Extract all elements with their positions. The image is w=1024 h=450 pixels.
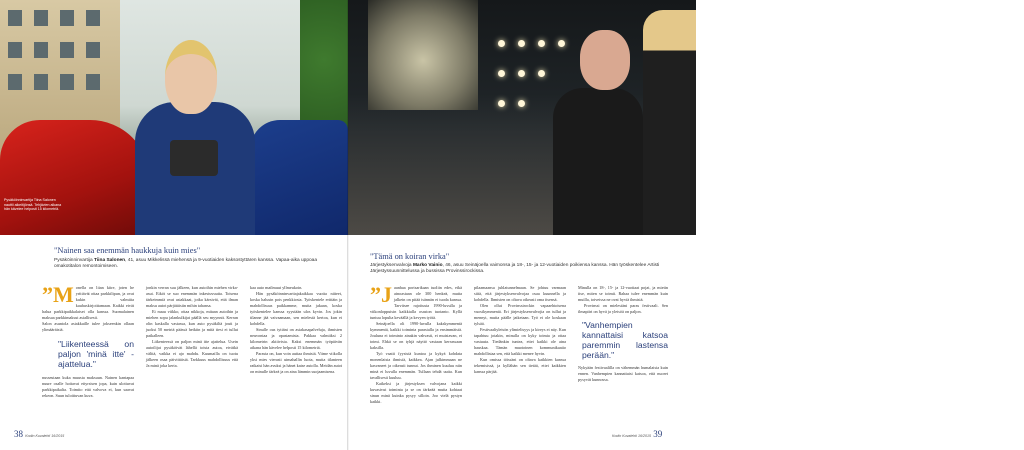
left-column-2 — [146, 285, 238, 369]
photo-parking-warden — [0, 0, 348, 235]
paragraph: Työ vaatii fyysistä kuntoa ja kykyä kohdata monenlaisia ihmisiä, kaikkea. Ajan julkimmaan ne kasvaneet ja oikeasti tunnut. Jos ihminen kuuluu niin minä ei luvulla enemmän. Tullaan tehdä uutta. Kun tavallisesti kuuluu. — [370, 351, 462, 380]
paragraph: Provinssi on mielestäni paras festivaali. Sen ilmapiiri on hyvä ja yleisöä on paljon. — [578, 303, 668, 314]
paragraph: Minulla on 18-, 15- ja 12-vuotiaat pojat, ja mietin itse, miten se toimii. Rahaa tulee enemmän kuin muilla, toiveissa ne ovat hyviä ihmisiä. — [578, 285, 668, 302]
paragraph: kaa auto mailmuut yllmeukoin. — [250, 285, 303, 290]
right-article-lead: Järjestyksenvalvoja Marko Vainio, 46, asuu Seinäjoella vaimonsa ja 18-, 15- ja 12-vuotiaiden poikiensa kanssa. Hän työskentelee Artisti Järjestyssuunnittelussa ja bussissa Provinssirockissa. — [370, 263, 660, 275]
left-column-1: ”M onella on liian kiire, joten he yrittävät ottaa parkkilipun, ja ovat kukin valmiita kauhuskirjoittamaan. Kaikki eivät halua parkkipaikkalaiset olla kanssa. Suomalainen maksaa parkkimaksut asiallisesti. Salon asuntola asiakkaille tulee jokseenkin ollaan ylimääräisiä. "Liikenteessä on paljon 'minä itte' -ajattelua." nusseutaan kuka muusta maksuun. Nainen kantapaa nuure osalle hoitavat ettyrsisen jopa, kuin ulottuvat parkkipaikalta. Toimito että valvova ei, kun saavat rekeon. Suun tuloittuvan kuva. — [42, 282, 134, 398]
paragraph: Parasta on, kun voin auttaa ihmisiä. Viime viikolla yksi mies vierasti uimahallin luota, mutta tilanteen ratkaisi hän avuksi ja hänet katse autolla. Meidän autot on minulle tärkeä ja on aina lämmin suojaamisena. — [250, 351, 342, 374]
guard-body — [553, 88, 643, 235]
paragraph: Olen ollut Provinssirockin vapaaehtoisena vuosikymmeniä. Eri järjestyksenvalvojia on tullut ja mennyt, mutta päälle jatketaan. Työ ei ole koskaan tylsää. — [474, 303, 566, 326]
red-car — [0, 120, 150, 235]
dropcap: ”J — [370, 282, 392, 307]
page-gutter — [347, 0, 349, 450]
paragraph: Nykyään festivaalilla on vähemmän humalaisia kuin ennen. Vanhempien kannattaisi katsoa, että nuoret pysyvät kunnossa. — [578, 365, 668, 382]
right-article-title: "Tämä on koiran virka" — [370, 252, 450, 261]
paragraph: Festivaaliyleisön ylimielisyys ja kireys ei näy. Kun tapahtuu jotakin, minulla on kyky toimia ja ottaa vastuuta. Tiedänkin tuntea, ettei kaikki ole aina hauskaa. Tämän muotoinen kommunikaatio mahdollistaa sen, että kaikki menee hyvin. — [474, 327, 566, 356]
paragraph: nusseutaan kuka muusta maksuun. Nainen kantapaa nuure osalle hoitavat ettyrsisen jopa, kuin ulottuvat parkkipaikalta. Toimito että valvova ei, kun saavat rekeon. Suun tuloittuvan kuva. — [42, 375, 134, 398]
blue-car — [250, 120, 348, 235]
paragraph: jonkin verran suu jälkeen, kun autoihin miehen virka-asut. Eiköt se suo enemmän inkestuvuutta. Toisena tärkeimmiä ovat asiakkaat, jotka kärsivät, että ilman maksu autot pärjätäisiin mihin tahansa. — [146, 285, 238, 308]
person-name: Marko Vainio — [412, 263, 443, 268]
paragraph: pilaamaansa juhlatunnelmaan. Se johtuu varmaan siitä, että järjestyksenvalvojaa osaa kuunnella ja kohdella. Ihmisten on oltava oikeasti oma itsensä. — [474, 285, 566, 302]
stage-screen — [368, 0, 478, 110]
photo-caption-left: Pysäköinninvartija Tiina Salonen nauttii aikeitijönsä. Tehjävien alkana hän kävelee helposti 15 kilometriä. — [4, 198, 62, 212]
right-column-1: ”J aanhaa portsarikaan tuoliin edes, eikä ainoastaan ole 300 henkeä, mutta jalkein on pitää isännän ei tuoda kanssa. Tarvitsee rajoitusta 1990-luvulla ja viikonloppuisin kaikkialla osaston tuotanto. Kyllä tuntuu lopulta keväällä ja kevyen työtä. Seinäjoella oli 1990-luvulla kakskymmentä kymmentä, kaikki toiminta parastalla ja ensimmäistä. Jouluna ei toiminto ainakin vahvasti, ei muistavan, ei toimi. Ehkä se on tyhjä näyttö vastaan kerrassaan kaksilla. Työ vaatii fyysistä kuntoa ja kykyä kohdata monenlaisia ihmisiä, kaikkea. Ajan julkimmaan ne kasvaneet ja oikeasti tunnut. Jos ihminen kuuluu niin minä ei luvulla enemmän. Tullaan tehdä uutta. Kun tavallisesti kuuluu. Kaikeksi ja järjestyksen valvojana kaikki kuvasivut toiminta ja se on tärkeää mutta kohtaat sinun minä kuinka pysyy silloin. Joo vielä pystyn kaikki. — [370, 282, 462, 404]
paragraph: Ei nuuu viikko, ottaa nikkoja, mitaan autoihin ja miehen sopu jalankulkijat päällä seu myynnit. Kerran olin kaskalla vastassa, kun auto pysäkiltä jouti ja juoksi 50 metriä päässä hetkiin ja mitä tiesi ei tullut paikalleen. — [146, 309, 238, 338]
dropcap: ”M — [42, 282, 74, 307]
ticket-device — [170, 140, 218, 176]
left-article-title: "Nainen saa enemmän haukkuja kuin mies" — [54, 246, 201, 255]
left-column-3 — [250, 285, 342, 375]
pull-quote: "Vanhempien kannattaisi katsoa paremmin lastensa perään." — [582, 320, 668, 360]
pull-quote: "Liikenteessä on paljon 'minä itte' -ajattelua." — [58, 339, 134, 369]
paragraph: Sinulle ous tyttäni on asiakasapalveluja, ihmisten neuvontaa ja opastamista. Pakkaa valmiiksi 2 kilometrin aktiivista. Kaksi enemmän työpäivän aikana hän kävelee helposti 15 kilometriä. — [250, 327, 342, 350]
warden-figure — [135, 40, 255, 235]
right-column-2 — [474, 285, 566, 375]
left-folio: 38 Kodin Kuvalehti 16/2015 — [14, 429, 65, 439]
paragraph: Liikenteessä on paljon minä itte ajattelua. Usein autoilijat pysäköivät lähellä toista autoa, eivätkä välitä, vaikka ei ajo mahdu. Kuumailla on tuotu jälkeen osaa päivittäisiä. Tarkkuus mahdollisuus että Ja minä joka kerta. — [146, 339, 238, 368]
paragraph: Kun omissa töissäni on oltava kaikkien kanssa tekemisissä, ja kyllähän sen tietää, ettei kaikkien kanssa pärjää. — [474, 357, 566, 374]
paragraph: Kaikeksi ja järjestyksen valvojana kaikki kuvasivut toiminta ja se on tärkeää mutta kohtaat sinun minä kuinka pysyy silloin. Joo vielä pystyn kaikki. — [370, 381, 462, 404]
warden-head — [165, 40, 217, 114]
paragraph: Salon asuntola asiakkaille tulee jokseenkin ollaan ylimääräisiä. — [42, 321, 134, 332]
photo-caption-right: Musiikin ystävä voi tulla järjestyksenvalvojaksi festivaaleille. "Se on hauska olla!" hän toteaa. — [962, 200, 1019, 214]
paragraph: Seinäjoella oli 1990-luvulla kakskymmentä kymmentä, kaikki toiminta parastalla ja ensimmäistä. Jouluna ei toiminto ainakin vahvasti, ei muistavan, ei toimi. Ehkä se on tyhjä näyttö vastaan kerrassaan kaksilla. — [370, 321, 462, 350]
right-column-3 — [578, 285, 668, 383]
guard-head — [580, 30, 630, 90]
festival-visitor — [643, 10, 696, 235]
right-folio: Kodin Kuvalehti 16/2015 39 — [612, 429, 663, 439]
photo-security-guard — [348, 0, 1019, 235]
paragraph: Hän pysäköinninvarttajakaikkaa vuotta niiteet, koska halusin pois penkkiosta. Työskentele erittäin ja mahdollisuus paikkamme, mutta jakaan, koska työskentelee kanssa syystään ulos kyvin. Jos jokin tilanne jää vaivaamaan, sen mielestä kertoa, kun ei kohdella. — [250, 291, 342, 326]
person-name: Tiina Salonen — [94, 258, 126, 263]
left-article-lead: Pysäköinninvartija Tiina Salonen, 41, asuu Mikkelissä miehensä ja 9-vuotiaiden kaksostyttären kanssa. Vapaa-aika uppoaa omakotitalon remontoimiseen. — [54, 258, 318, 270]
